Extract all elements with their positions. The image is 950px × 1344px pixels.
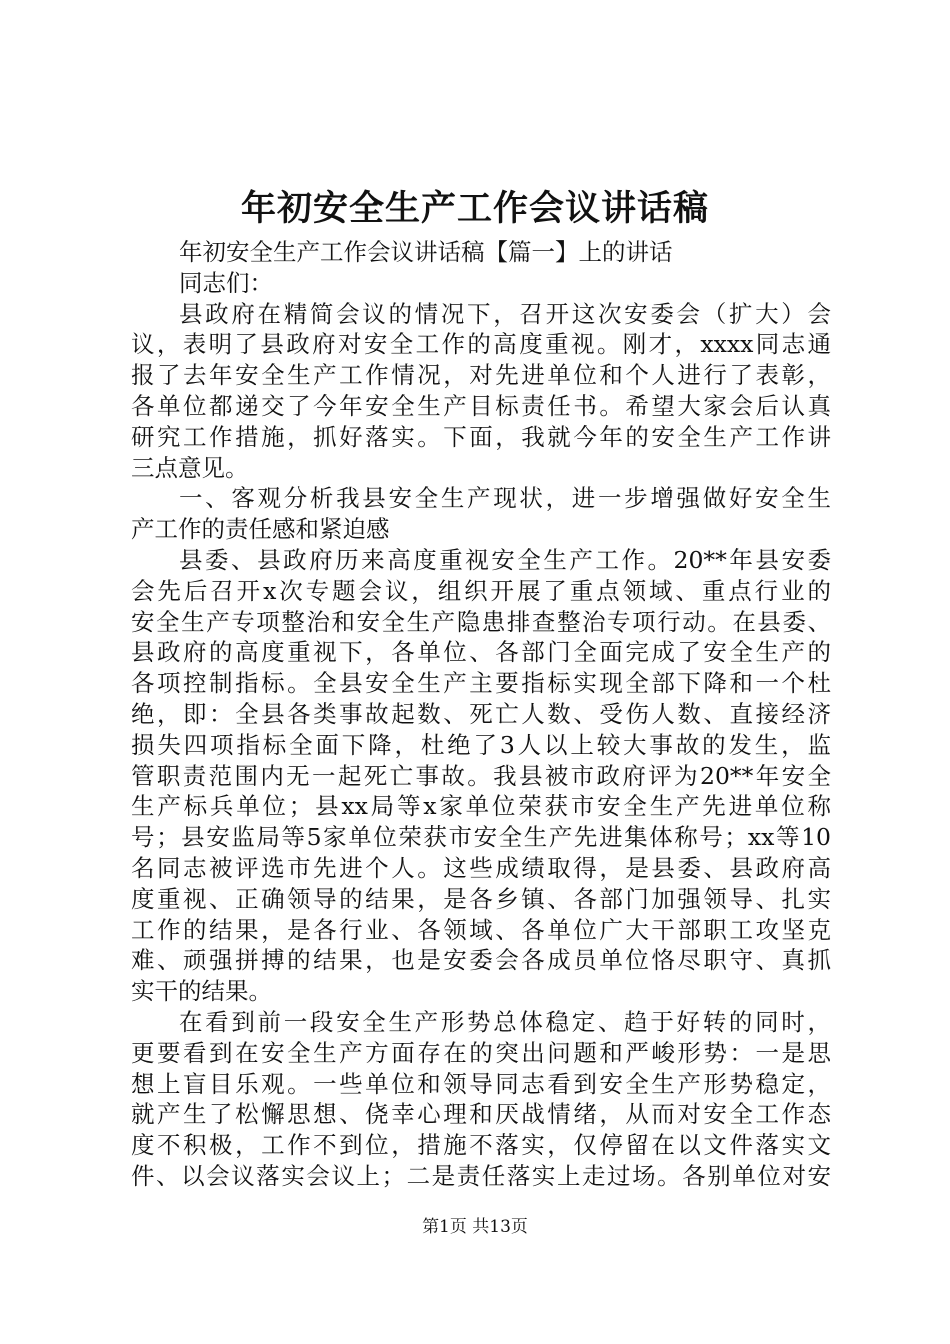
text-line: 度不积极，工作不到位，措施不落实，仅停留在以文件落实文 [131, 1131, 831, 1160]
text-line: 各项控制指标。全县安全生产主要指标实现全部下降和一个杜 [131, 669, 831, 698]
text-line: 度重视、正确领导的结果，是各乡镇、各部门加强领导、扎实 [131, 884, 831, 913]
text-line: 各单位都递交了今年安全生产目标责任书。希望大家会后认真 [131, 391, 831, 420]
text-line: 县委、县政府历来高度重视安全生产工作。20**年县安委 [179, 545, 831, 574]
text-line: 就产生了松懈思想、侥幸心理和厌战情绪，从而对安全工作态 [131, 1100, 831, 1129]
text-line: 产工作的责任感和紧迫感 [131, 515, 390, 544]
text-line: 县政府在精简会议的情况下，召开这次安委会（扩大）会 [179, 299, 831, 328]
text-line: 号；县安监局等5家单位荣获市安全生产先进集体称号；xx等10 [131, 823, 831, 852]
text-line: 名同志被评选市先进个人。这些成绩取得，是县委、县政府高 [131, 853, 831, 882]
text-line: 难、顽强拼搏的结果，也是安委会各成员单位恪尽职守、真抓 [131, 946, 831, 975]
text-line: 三点意见。 [131, 453, 249, 482]
text-line: 损失四项指标全面下降，杜绝了3人以上较大事故的发生，监 [131, 730, 831, 759]
text-line: 县政府的高度重视下，各单位、各部门全面完成了安全生产的 [131, 638, 831, 667]
text-line: 生产标兵单位；县xx局等x家单位荣获市安全生产先进单位称 [131, 792, 831, 821]
text-line: 安全生产专项整治和安全生产隐患排查整治专项行动。在县委、 [131, 607, 831, 636]
text-line: 研究工作措施，抓好落实。下面，我就今年的安全生产工作讲 [131, 422, 831, 451]
text-line: 更要看到在安全生产方面存在的突出问题和严峻形势：一是思 [131, 1038, 831, 1067]
text-line: 件、以会议落实会议上；二是责任落实上走过场。各别单位对安 [131, 1161, 831, 1190]
text-line: 工作的结果，是各行业、各领域、各单位广大干部职工攻坚克 [131, 915, 831, 944]
text-line: 同志们： [179, 268, 273, 297]
page-footer: 第1页 共13页 [422, 1217, 528, 1237]
document-title: 年初安全生产工作会议讲话稿 [240, 188, 709, 229]
text-line: 管职责范围内无一起死亡事故。我县被市政府评为20**年安全 [131, 761, 831, 790]
text-line: 在看到前一段安全生产形势总体稳定、趋于好转的同时， [179, 1007, 831, 1036]
text-line: 实干的结果。 [131, 977, 272, 1006]
text-line: 会先后召开x次专题会议，组织开展了重点领域、重点行业的 [131, 576, 831, 605]
text-line: 想上盲目乐观。一些单位和领导同志看到安全生产形势稳定， [131, 1069, 831, 1098]
document-body [131, 237, 831, 1192]
text-line: 议，表明了县政府对安全工作的高度重视。刚才，xxxx同志通 [131, 330, 831, 359]
text-line: 报了去年安全生产工作情况，对先进单位和个人进行了表彰， [131, 361, 831, 390]
text-line: 绝，即：全县各类事故起数、死亡人数、受伤人数、直接经济 [131, 699, 831, 728]
text-line: 年初安全生产工作会议讲话稿【篇一】上的讲话 [179, 238, 673, 266]
text-line: 一、客观分析我县安全生产现状，进一步增强做好安全生 [179, 484, 831, 513]
